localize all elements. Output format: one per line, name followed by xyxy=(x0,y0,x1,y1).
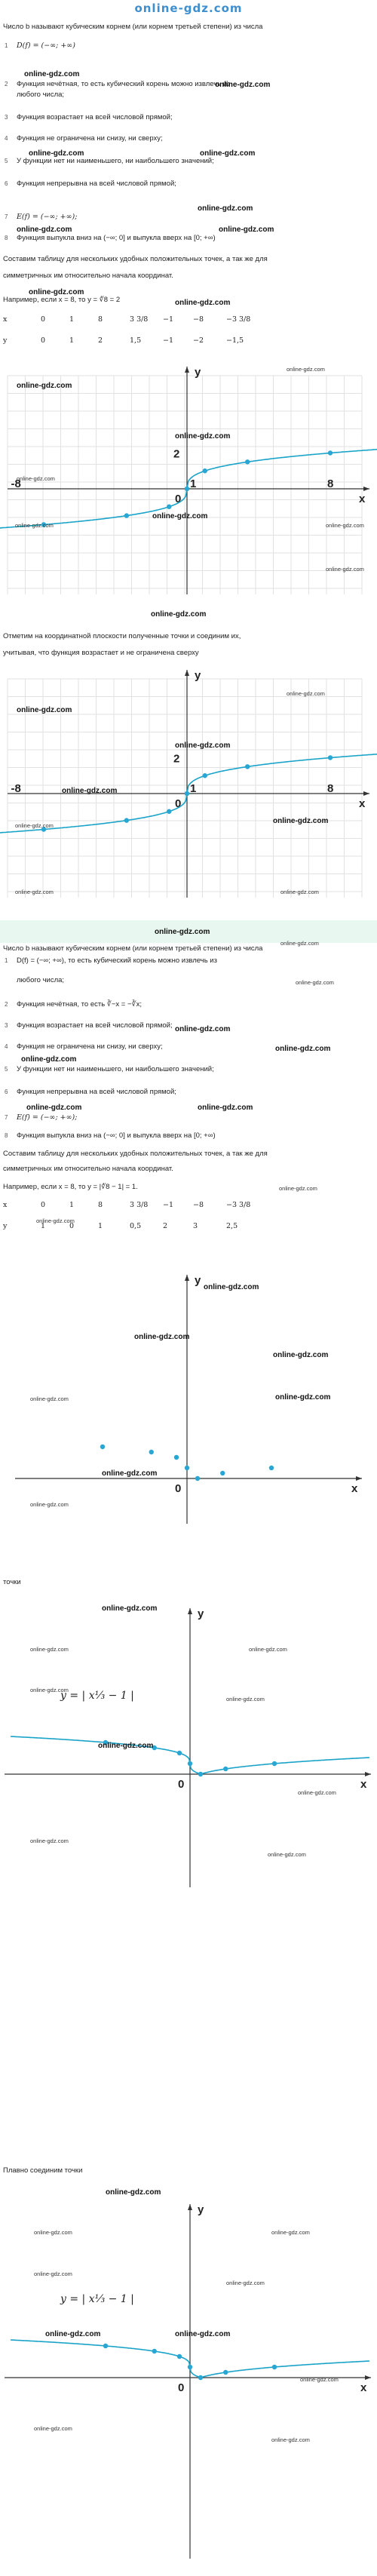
y-axis-arrow xyxy=(188,1608,192,1614)
watermark: online-gdz.com xyxy=(275,1045,331,1053)
watermark: online-gdz.com xyxy=(268,1851,306,1858)
watermark: online-gdz.com xyxy=(198,1104,253,1112)
y-axis-label: y xyxy=(195,366,201,379)
watermark: online-gdz.com xyxy=(175,2330,231,2338)
origin-label: 0 xyxy=(175,797,182,810)
graph-cube-root-2 xyxy=(0,664,377,920)
watermark: online-gdz.com xyxy=(102,1604,158,1613)
table-intro: Составим таблицу для нескольких удобных положительных точек, а так же для xyxy=(3,255,268,263)
graph-cube-root xyxy=(0,361,377,609)
site-logo[interactable]: online-gdz.com xyxy=(134,2,243,15)
list-item: 7 E(f) = (−∞; +∞); xyxy=(5,1113,78,1122)
y-tick-label: 2 xyxy=(173,752,180,766)
watermark: online-gdz.com xyxy=(15,889,54,895)
table-cell: −1 xyxy=(163,1201,174,1209)
list-item: 2 Функция нечётная, то есть ∛−x = −∛x; xyxy=(5,1000,142,1009)
origin-label: 0 xyxy=(178,1778,185,1791)
watermark: online-gdz.com xyxy=(30,1501,69,1508)
table-cell: 0 xyxy=(41,336,46,345)
watermark: online-gdz.com xyxy=(226,2280,265,2286)
data-point xyxy=(328,450,333,455)
x-tick-label: -8 xyxy=(11,477,21,490)
list-item: 3 Функция возрастает на всей числовой прямой; xyxy=(5,1021,173,1030)
table-cell: 3 3/8 xyxy=(130,315,149,324)
watermark: online-gdz.com xyxy=(280,889,319,895)
x-axis-label: x xyxy=(360,2381,367,2394)
table-cell: 2,5 xyxy=(226,1222,238,1230)
watermark: online-gdz.com xyxy=(326,522,364,529)
watermark: online-gdz.com xyxy=(152,512,208,520)
list-item: любого числа; xyxy=(17,976,65,984)
graph-abs-smooth xyxy=(0,2181,377,2566)
data-point xyxy=(203,773,207,778)
x-tick-label: 1 xyxy=(190,782,197,795)
caption-smooth: Плавно соединим точки xyxy=(3,2166,83,2175)
watermark: online-gdz.com xyxy=(106,2188,161,2197)
watermark: online-gdz.com xyxy=(17,475,55,482)
watermark: online-gdz.com xyxy=(271,2229,310,2236)
watermark: online-gdz.com xyxy=(102,1469,158,1478)
table-cell: −8 xyxy=(193,1201,204,1209)
data-point xyxy=(269,1466,274,1470)
table-cell: 1 xyxy=(41,1222,46,1230)
origin-label: 0 xyxy=(178,2381,185,2394)
table-cell: −8 xyxy=(193,315,204,324)
data-point xyxy=(245,459,250,464)
watermark: online-gdz.com xyxy=(175,432,231,441)
watermark: online-gdz.com xyxy=(198,204,253,213)
watermark: online-gdz.com xyxy=(151,610,207,619)
data-point xyxy=(149,1450,154,1454)
watermark: online-gdz.com xyxy=(30,1646,69,1653)
data-point xyxy=(195,1476,200,1481)
table-intro-cont: симметричных им относительно начала координат. xyxy=(3,272,173,280)
watermark: online-gdz.com xyxy=(296,979,334,986)
watermark: online-gdz.com xyxy=(175,1025,231,1033)
y-axis-arrow xyxy=(188,2204,192,2210)
y-axis-label: y xyxy=(198,2203,204,2216)
watermark: online-gdz.com xyxy=(175,299,231,307)
watermark: online-gdz.com xyxy=(30,1838,69,1844)
intro-text: Число b называют кубическим корнем (или корнем третьей степени) из числа xyxy=(3,23,263,31)
watermark: online-gdz.com xyxy=(287,366,325,373)
y-axis-label: y xyxy=(195,1274,201,1287)
list-item: 8 Функция выпукла вниз на (−∞; 0] и выпукла вверх на [0; +∞) xyxy=(5,234,216,242)
watermark: online-gdz.com xyxy=(298,1789,336,1796)
list-item: 4 Функция не ограничена ни снизу, ни сверху; xyxy=(5,134,163,143)
table-cell: 3 xyxy=(193,1222,198,1230)
data-point xyxy=(272,1761,277,1766)
list-item: 1 D(f) = (−∞; +∞) xyxy=(5,41,75,50)
data-point xyxy=(167,809,171,814)
watermark: online-gdz.com xyxy=(17,382,72,390)
table-cell: 3 3/8 xyxy=(130,1201,149,1209)
table-cell: 8 xyxy=(98,1201,103,1209)
data-point xyxy=(188,1761,192,1766)
data-point xyxy=(185,791,189,796)
table-cell: 0 xyxy=(69,1222,75,1230)
data-point xyxy=(198,1772,203,1776)
y-axis-arrow xyxy=(185,670,189,676)
watermark: online-gdz.com xyxy=(34,2229,72,2236)
watermark: online-gdz.com xyxy=(15,822,54,829)
watermark: online-gdz.com xyxy=(36,1217,75,1224)
watermark: online-gdz.com xyxy=(175,741,231,750)
x-tick-label: -8 xyxy=(11,782,21,795)
table-cell: −1 xyxy=(163,336,174,345)
table-cell: 0 xyxy=(41,1201,46,1209)
data-point xyxy=(103,2344,108,2348)
watermark: online-gdz.com xyxy=(273,1351,329,1359)
list-item: 4 Функция не ограничена ни снизу, ни сверху; xyxy=(5,1042,163,1051)
data-point xyxy=(177,2354,182,2359)
table-cell: 2 xyxy=(163,1222,168,1230)
watermark: online-gdz.com xyxy=(275,1393,331,1402)
table-cell: −3 3/8 xyxy=(226,315,251,324)
data-point xyxy=(174,1455,179,1460)
data-point xyxy=(167,505,171,509)
watermark: online-gdz.com xyxy=(30,1687,69,1693)
intro-text-2: Число b называют кубическим корнем (или корнем третьей степени) из числа xyxy=(3,944,263,953)
data-point xyxy=(185,487,189,491)
x-axis-arrow xyxy=(365,2375,371,2380)
watermark: online-gdz.com xyxy=(17,226,72,234)
table-cell: −1 xyxy=(163,315,174,324)
table-cell: 0 xyxy=(41,315,46,324)
function-formula: y = | x⅓ − 1 | xyxy=(60,1690,134,1702)
table-intro-2-cont: симметричных им относительно начала координат. xyxy=(3,1165,173,1173)
table-cell: 1 xyxy=(69,336,75,345)
data-point xyxy=(124,513,129,517)
data-point xyxy=(220,1471,225,1475)
table-cell: 2 xyxy=(98,336,103,345)
table-cell: −3 3/8 xyxy=(226,1201,251,1209)
watermark: online-gdz.com xyxy=(134,1333,190,1341)
data-point xyxy=(203,468,207,473)
list-item: 7 E(f) = (−∞; +∞); xyxy=(5,213,78,221)
watermark: online-gdz.com xyxy=(62,787,118,795)
watermark: online-gdz.com xyxy=(45,2330,101,2338)
list-item: 8 Функция выпукла вниз на (−∞; 0] и выпукла вверх на [0; +∞) xyxy=(5,1131,216,1140)
y-axis-arrow xyxy=(185,367,189,373)
x-axis-arrow xyxy=(363,487,369,491)
x-axis-label: x xyxy=(359,797,366,810)
list-item: 3 Функция возрастает на всей числовой прямой; xyxy=(5,113,173,121)
list-item: 1 D(f) = (−∞; +∞), то есть кубический корень можно извлечь из xyxy=(5,956,217,965)
list-item: 6 Функция непрерывна на всей числовой прямой; xyxy=(5,1088,176,1096)
plot-instructions-cont: учитывая, что функция возрастает и не ограничена сверху xyxy=(3,649,199,657)
y-axis-label: y xyxy=(195,669,201,682)
watermark: online-gdz.com xyxy=(29,288,84,296)
origin-label: 0 xyxy=(175,1482,182,1495)
table-intro-2: Составим таблицу для нескольких удобных положительных точек, а так же для xyxy=(3,1150,268,1158)
x-axis-arrow xyxy=(356,1476,362,1481)
data-point xyxy=(100,1445,105,1449)
watermark: online-gdz.com xyxy=(273,817,329,825)
watermark: online-gdz.com xyxy=(215,81,271,89)
watermark: online-gdz.com xyxy=(249,1646,287,1653)
x-axis-arrow xyxy=(365,1772,371,1776)
table-cell: −1,5 xyxy=(226,336,244,345)
list-item: 2 Функция нечётная, то есть кубический корень можно извлечь из xyxy=(5,80,231,88)
table-cell: x xyxy=(3,315,8,324)
data-point xyxy=(185,1466,189,1470)
watermark: online-gdz.com xyxy=(204,1283,259,1291)
y-tick-label: 2 xyxy=(173,447,180,461)
watermark: online-gdz.com xyxy=(98,1742,154,1750)
table-cell: y xyxy=(3,336,8,345)
x-axis-label: x xyxy=(359,493,366,505)
watermark: online-gdz.com xyxy=(226,1696,265,1702)
x-tick-label: 1 xyxy=(190,477,197,490)
table-cell: 8 xyxy=(98,315,103,324)
caption-points: точки xyxy=(3,1578,21,1586)
data-point xyxy=(223,1767,228,1771)
data-point xyxy=(188,2365,192,2369)
data-point xyxy=(152,2349,157,2353)
watermark: online-gdz.com xyxy=(287,690,325,697)
table-cell: 1 xyxy=(98,1222,103,1230)
x-tick-label: 8 xyxy=(327,477,334,490)
list-item: 5 У функции нет ни наименьшего, ни наибольшего значений; xyxy=(5,157,214,165)
plot-instructions: Отметим на координатной плоскости полученные точки и соединим их, xyxy=(3,632,241,640)
table-cell: 1 xyxy=(69,1201,75,1209)
watermark: online-gdz.com xyxy=(34,2425,72,2432)
data-point xyxy=(245,764,250,769)
graph-abs-curve xyxy=(0,1593,377,1895)
watermark: online-gdz.com xyxy=(279,1185,317,1192)
x-tick-label: 8 xyxy=(327,782,334,795)
table-cell: −2 xyxy=(193,336,204,345)
example-text: Например, если x = 8, то y = ∛8 = 2 xyxy=(3,296,121,304)
x-axis-arrow xyxy=(363,791,369,796)
example-text-2: Например, если x = 8, то y = |∛8 − 1| = 1. xyxy=(3,1183,138,1191)
watermark: online-gdz.com xyxy=(21,1055,77,1064)
data-point xyxy=(223,2370,228,2375)
watermark: online-gdz.com xyxy=(29,149,84,158)
list-item: 6 Функция непрерывна на всей числовой прямой; xyxy=(5,180,176,188)
table-cell: 0,5 xyxy=(130,1222,142,1230)
watermark: online-gdz.com xyxy=(17,706,72,714)
table-cell: 1,5 xyxy=(130,336,142,345)
watermark: online-gdz.com xyxy=(219,226,274,234)
watermark: online-gdz.com xyxy=(24,70,80,78)
function-formula: y = | x⅓ − 1 | xyxy=(60,2293,134,2305)
watermark: online-gdz.com xyxy=(300,2376,339,2383)
table-cell: 1 xyxy=(69,315,75,324)
list-item: любого числа; xyxy=(17,91,65,99)
list-item: 5 У функции нет ни наименьшего, ни наибольшего значений; xyxy=(5,1065,214,1073)
watermark: online-gdz.com xyxy=(280,940,319,947)
origin-label: 0 xyxy=(175,493,182,505)
watermark: online-gdz.com xyxy=(155,928,210,936)
watermark: online-gdz.com xyxy=(26,1104,82,1112)
watermark: online-gdz.com xyxy=(15,522,54,529)
data-point xyxy=(272,2365,277,2369)
x-axis-label: x xyxy=(351,1482,358,1495)
x-axis-label: x xyxy=(360,1778,367,1791)
y-axis-arrow xyxy=(185,1275,189,1281)
data-point xyxy=(328,755,333,760)
y-axis-label: y xyxy=(198,1607,204,1620)
watermark: online-gdz.com xyxy=(34,2271,72,2277)
data-point xyxy=(177,1751,182,1755)
data-point xyxy=(198,2375,203,2380)
table-cell: y xyxy=(3,1222,8,1230)
table-cell: x xyxy=(3,1201,8,1209)
watermark: online-gdz.com xyxy=(30,1395,69,1402)
data-point xyxy=(124,818,129,822)
watermark: online-gdz.com xyxy=(200,149,256,158)
watermark: online-gdz.com xyxy=(326,566,364,573)
watermark: online-gdz.com xyxy=(271,2436,310,2443)
